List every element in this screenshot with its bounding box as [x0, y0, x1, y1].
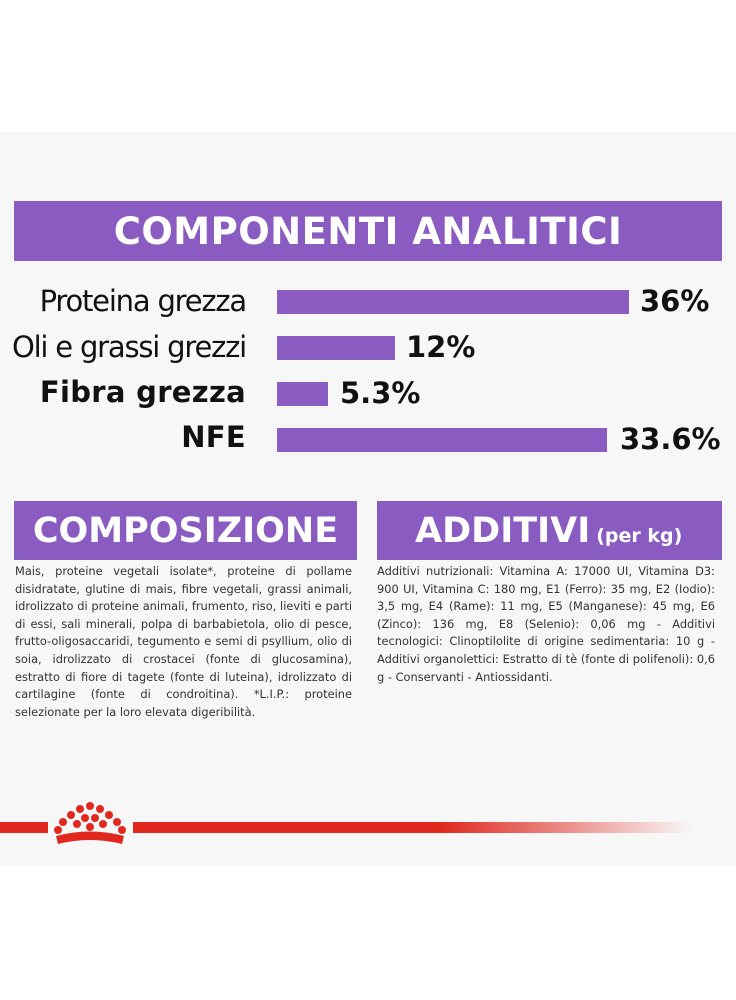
composition-title: COMPOSIZIONE [32, 511, 339, 551]
protein-value: 36% [640, 284, 710, 318]
fibre-label: Fibra grezza [39, 375, 246, 409]
analytic-components-title: COMPONENTI ANALITICI [113, 210, 623, 253]
additives-banner [377, 501, 722, 560]
additives-title: ADDITIVI [415, 511, 591, 551]
protein-bar [277, 290, 629, 314]
fibre-bar [277, 382, 328, 406]
protein-label: Proteina grezza [39, 284, 246, 318]
brand-stripe-left [0, 822, 48, 833]
fat-bar [277, 336, 395, 360]
nfe-bar [277, 428, 607, 452]
fat-label: Oli e grassi grezzi [11, 330, 246, 364]
nfe-value: 33.6% [620, 422, 721, 456]
additives-text: Additivi nutrizionali: Vitamina A: 17000 UI, Vitamina D3: 900 UI, Vitamina C: 180 mg, E1 (Ferro): 35 mg, E2 (Iodio): 3,5 mg, E4 (Rame): 11 mg, E5 (Manganese): 45 mg, E6 (Zinco): 136 mg, E8 (Selenio): 0,06 mg - Additivi tecnologici: Clinoptilolite di origine sedimentaria: 10 g - Additivi organolettici: Estratto di tè (fonte di polifenoli): 0,6 g - Conservanti - Antiossidanti. [377, 564, 715, 684]
additives-subtitle: (per kg) [596, 525, 683, 547]
analytic-components-banner [14, 201, 722, 261]
royal-canin-crown-icon [50, 800, 130, 850]
nfe-label: NFE [181, 420, 246, 454]
fat-value: 12% [406, 330, 476, 364]
fibre-value: 5.3% [340, 376, 421, 410]
brand-stripe-right [133, 822, 693, 833]
composition-banner [14, 501, 357, 560]
composition-text: Mais, proteine vegetali isolate*, proteine di pollame disidratate, glutine di mais, fibre vegetali, grassi animali, idrolizzato di proteine animali, frumento, riso, lieviti e parti di essi, sali minerali, polpa di barbabietola, olio di pesce, frutto-oligosaccaridi, tegumento e semi di psyllium, olio di soia, idrolizzato di crostacei (fonte di glucosamina), estratto di fiore di tagete (fonte di luteina), idrolizzato di cartilagine (fonte di condroitina). *L.I.P.: proteine selezionate per la loro elevata digeribilità. [15, 564, 352, 719]
